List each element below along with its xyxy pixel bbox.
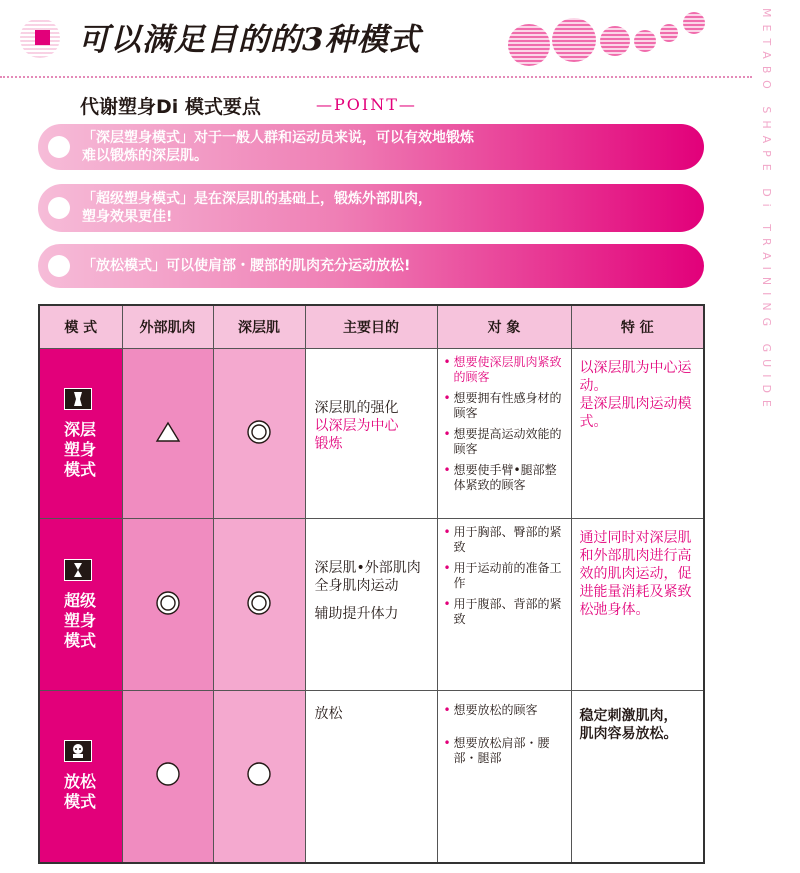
table-header-row	[39, 305, 704, 349]
point-line: 难以锻炼的深层肌。	[82, 148, 208, 164]
target-item: • 用于腹部、背部的紧致	[442, 597, 567, 627]
decor-bubble-6	[683, 12, 705, 34]
header-feature: 特 征	[571, 305, 704, 349]
header-square-marker	[35, 30, 50, 45]
deep-shape-icon	[64, 388, 92, 410]
point-line: 「深层塑身模式」对于一般人群和运动员来说，可以有效地锻炼	[82, 130, 474, 146]
circle-symbol	[155, 761, 181, 787]
feature-cell	[571, 349, 704, 519]
point-text	[82, 257, 410, 275]
purpose-accent-text: 以深层为中心	[314, 418, 399, 434]
table-row	[39, 519, 704, 691]
target-cell	[437, 691, 571, 863]
circle-symbol	[246, 761, 272, 787]
mode-name: 深层 塑身 模式	[64, 419, 97, 479]
purpose-text: 放松	[314, 706, 343, 722]
point-line: 塑身效果更佳!	[82, 209, 173, 225]
decor-bubble-3	[600, 26, 630, 56]
mode-comparison-table	[38, 304, 705, 864]
decor-bubble-1	[508, 24, 550, 66]
target-cell	[437, 349, 571, 519]
purpose-text: 深层肌的强化	[314, 400, 399, 416]
outer-muscle-cell	[122, 691, 213, 863]
feature-cell	[571, 691, 704, 863]
point-bar-3	[38, 244, 704, 288]
target-item: • 用于胸部、臀部的紧致	[442, 525, 567, 555]
outer-muscle-cell	[122, 519, 213, 691]
super-shape-icon	[64, 559, 92, 581]
header-target: 对 象	[437, 305, 571, 349]
decor-bubble-2	[552, 18, 596, 62]
bullet-dot	[48, 255, 70, 277]
double-circle-symbol	[246, 419, 272, 445]
page-title: 可以满足目的的3种模式	[78, 22, 421, 58]
triangle-symbol	[155, 421, 181, 443]
bullet-dot	[48, 197, 70, 219]
purpose-cell	[305, 691, 437, 863]
purpose-text: 全身肌肉运动	[314, 578, 399, 594]
mode-cell	[39, 519, 122, 691]
header-main-purpose: 主要目的	[305, 305, 437, 349]
table-row	[39, 349, 704, 519]
feature-text: 稳定刺激肌肉， 肌肉容易放松。	[579, 708, 678, 742]
feature-text: 通过同时对深层肌和外部肌肉进行高效的肌肉运动，促进能量消耗及紧致松弛身体。	[579, 530, 692, 618]
point-line: 「放松模式」可以使肩部・腰部的肌肉充分运动放松!	[82, 258, 411, 274]
target-item: • 用于运动前的准备工作	[442, 561, 567, 591]
header-divider	[0, 76, 752, 78]
mode-name: 放松 模式	[64, 772, 97, 812]
purpose-cell	[305, 349, 437, 519]
purpose-accent-text: 锻炼	[314, 436, 343, 452]
header-mode: 模 式	[39, 305, 122, 349]
outer-muscle-cell	[122, 349, 213, 519]
target-item: • 想要使深层肌肉紧致的顾客	[442, 355, 567, 385]
header-outer-muscle: 外部肌肉	[122, 305, 213, 349]
target-item: • 想要放松的顾客	[442, 703, 567, 718]
double-circle-symbol	[155, 590, 181, 616]
point-line: 「超级塑身模式」是在深层肌的基础上，锻炼外部肌肉，	[82, 191, 432, 207]
double-circle-symbol	[246, 590, 272, 616]
bullet-dot	[48, 136, 70, 158]
mode-name: 超级 塑身 模式	[64, 590, 97, 650]
deep-muscle-cell	[213, 519, 305, 691]
target-item: • 想要放松肩部・腰部・腿部	[442, 736, 567, 766]
header-deep-muscle: 深层肌	[213, 305, 305, 349]
purpose-text: 辅助提升体力	[314, 606, 399, 622]
side-caption: METABO SHAPE Di TRAINING GUIDE	[760, 8, 773, 414]
relax-icon	[64, 740, 92, 762]
feature-text: 以深层肌为中心运动。 是深层肌肉运动模式。	[579, 360, 692, 430]
mode-cell	[39, 349, 122, 519]
deep-muscle-cell	[213, 349, 305, 519]
target-item: • 想要拥有性感身材的顾客	[442, 391, 567, 421]
decor-bubble-5	[660, 24, 678, 42]
section-title: 代谢塑身Di 模式要点	[80, 96, 261, 118]
decor-bubble-4	[634, 30, 656, 52]
target-cell	[437, 519, 571, 691]
target-item: • 想要提高运动效能的顾客	[442, 427, 567, 457]
point-bar-2	[38, 184, 704, 232]
purpose-text: 深层肌•外部肌肉	[314, 560, 421, 576]
purpose-cell	[305, 519, 437, 691]
point-text	[82, 129, 474, 165]
deep-muscle-cell	[213, 691, 305, 863]
feature-cell	[571, 519, 704, 691]
point-bar-1	[38, 124, 704, 170]
target-item: • 想要使手臂•腿部整体紧致的顾客	[442, 463, 567, 493]
point-text	[82, 190, 432, 226]
table-row	[39, 691, 704, 863]
point-label: —POINT—	[316, 95, 417, 114]
mode-cell	[39, 691, 122, 863]
